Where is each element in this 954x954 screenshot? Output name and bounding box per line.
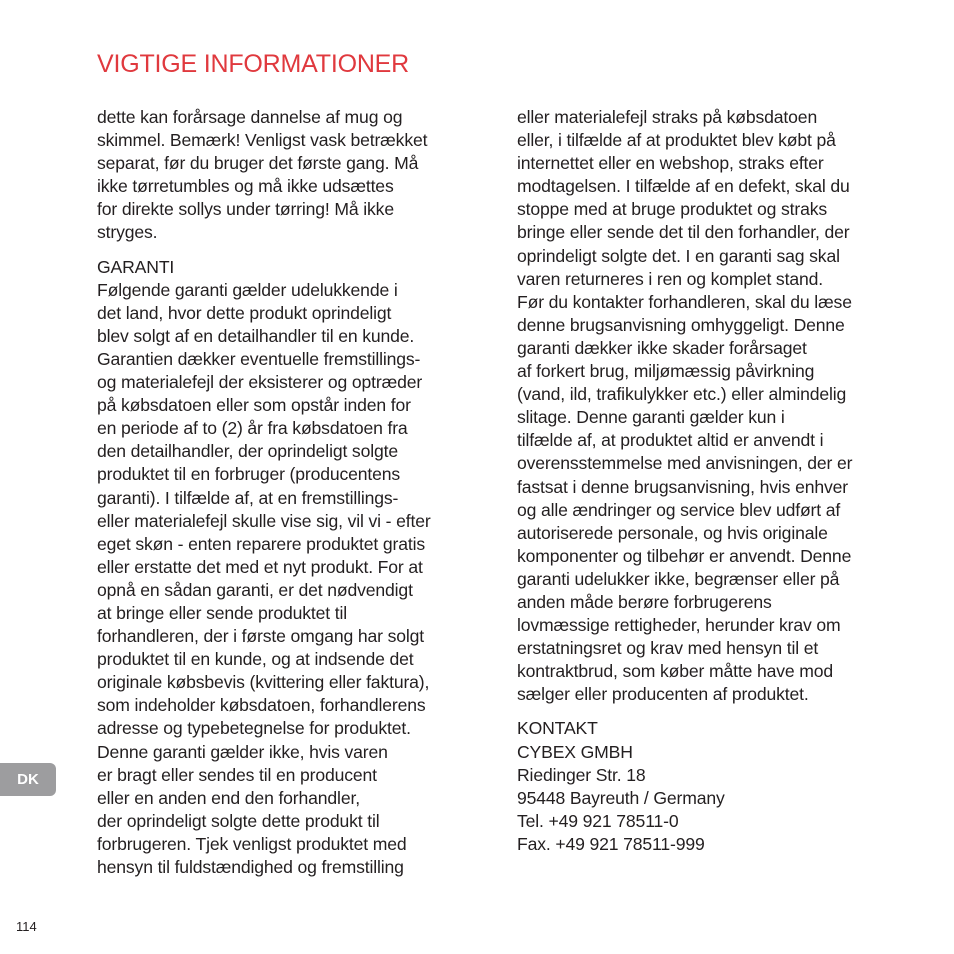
fax: Fax. +49 921 78511-999 [517,833,705,854]
text-line: der oprindeligt solgte dette produkt til [97,810,380,831]
text-line: forbrugeren. Tjek venligst produktet med [97,833,407,854]
garanti-paragraph [97,279,482,879]
text-line: forhandleren, der i første omgang har solgt [97,626,425,647]
text-line: varen returneres i ren og komplet stand. [517,268,823,289]
contact-block [517,741,909,856]
text-line: fastsat i denne brugsanvisning, hvis enhver [517,476,848,497]
text-line: overensstemmelse med anvisningen, der er [517,453,853,474]
text-line: garanti udelukker ikke, begrænser eller på [517,568,840,589]
text-line: på købsdatoen eller som opstår inden for [97,395,411,416]
language-tab: DK [0,763,56,796]
text-line: eller en anden end den forhandler, [97,787,360,808]
text-line: ikke tørretumbles og må ikke udsættes [97,176,394,197]
page-number: 114 [16,919,37,934]
text-line: det land, hvor dette produkt oprindeligt [97,302,392,323]
intro-paragraph [97,106,482,245]
text-line: modtagelsen. I tilfælde af en defekt, skal du [517,176,850,197]
text-line: denne brugsanvisning omhyggeligt. Denne [517,314,845,335]
text-line: produktet til en kunde, og at indsende det [97,649,414,670]
left-column [97,106,482,879]
text-line: hensyn til fuldstændighed og fremstilling [97,857,404,877]
street-address: Riedinger Str. 18 [517,764,646,785]
text-line: Før du kontakter forhandleren, skal du læse [517,291,852,312]
text-line: blev solgt af en detailhandler til en kunde. [97,325,415,346]
text-line: anden måde berøre forbrugerens [517,591,772,612]
text-line: at bringe eller sende produktet til [97,602,348,623]
text-line: lovmæssige rettigheder, herunder krav om [517,615,841,636]
text-line: stoppe med at bruge produktet og straks [517,199,828,220]
text-line: separat, før du bruger det første gang. Må [97,153,419,174]
text-line: Følgende garanti gælder udelukkende i [97,279,398,300]
text-line: internettet eller en webshop, straks efter [517,153,824,174]
garanti-heading: GARANTI [97,256,175,277]
text-line: slitage. Denne garanti gælder kun i [517,407,785,428]
right-column [517,106,909,856]
text-line: erstatningsret og krav med hensyn til et [517,638,819,659]
text-line: eller materialefejl skulle vise sig, vil vi - efter [97,510,431,531]
text-line: stryges. [97,222,158,243]
text-line: som indeholder købsdatoen, forhandlerens [97,695,426,716]
text-line: er bragt eller sendes til en producent [97,764,377,785]
text-line: en periode af to (2) år fra købsdatoen fra [97,418,408,439]
text-line: eller, i tilfælde af at produktet blev købt på [517,130,836,151]
text-line: eller materialefejl straks på købsdatoen [517,107,818,127]
text-line: Denne garanti gælder ikke, hvis varen [97,741,388,762]
page-title: VIGTIGE INFORMATIONER [97,50,410,78]
text-line: originale købsbevis (kvittering eller faktura), [97,672,430,693]
telephone: Tel. +49 921 78511-0 [517,810,679,831]
city-country: 95448 Bayreuth / Germany [517,787,725,808]
text-line: adresse og typebetegnelse for produktet. [97,718,411,739]
text-line: skimmel. Bemærk! Venligst vask betrækket [97,130,428,151]
text-line: dette kan forårsage dannelse af mug og [97,107,403,127]
text-line: tilfælde af, at produktet altid er anvendt i [517,430,824,451]
text-line: og materialefejl der eksisterer og optræder [97,372,423,393]
kontakt-heading: KONTAKT [517,718,598,739]
text-line: bringe eller sende det til den forhandler, der [517,222,850,243]
text-line: sælger eller producenten af produktet. [517,684,809,705]
text-line: komponenter og tilbehør er anvendt. Denne [517,545,852,566]
text-line: Garantien dækker eventuelle fremstillings- [97,348,421,369]
text-line: produktet til en forbruger (producentens [97,464,401,485]
text-line: garanti dækker ikke skader forårsaget [517,337,807,358]
text-line: af forkert brug, miljømæssig påvirkning [517,361,815,382]
text-line: kontraktbrud, som køber måtte have mod [517,661,834,682]
text-line: garanti). I tilfælde af, at en fremstillings- [97,487,399,508]
text-line: og alle ændringer og service blev udført af [517,499,841,520]
text-line: opnå en sådan garanti, er det nødvendigt [97,579,413,600]
text-line: (vand, ild, trafikulykker etc.) eller almindelig [517,384,847,405]
text-line: oprindeligt solgte det. I en garanti sag skal [517,245,840,266]
company-name: CYBEX GMBH [517,741,633,762]
text-line: eller erstatte det med et nyt produkt. For at [97,556,423,577]
text-line: den detailhandler, der oprindeligt solgte [97,441,398,462]
text-line: autoriserede personale, og hvis originale [517,522,828,543]
text-line: eget skøn - enten reparere produktet gratis [97,533,426,554]
garanti-continued-paragraph [517,106,909,706]
text-line: for direkte sollys under tørring! Må ikke [97,199,394,220]
